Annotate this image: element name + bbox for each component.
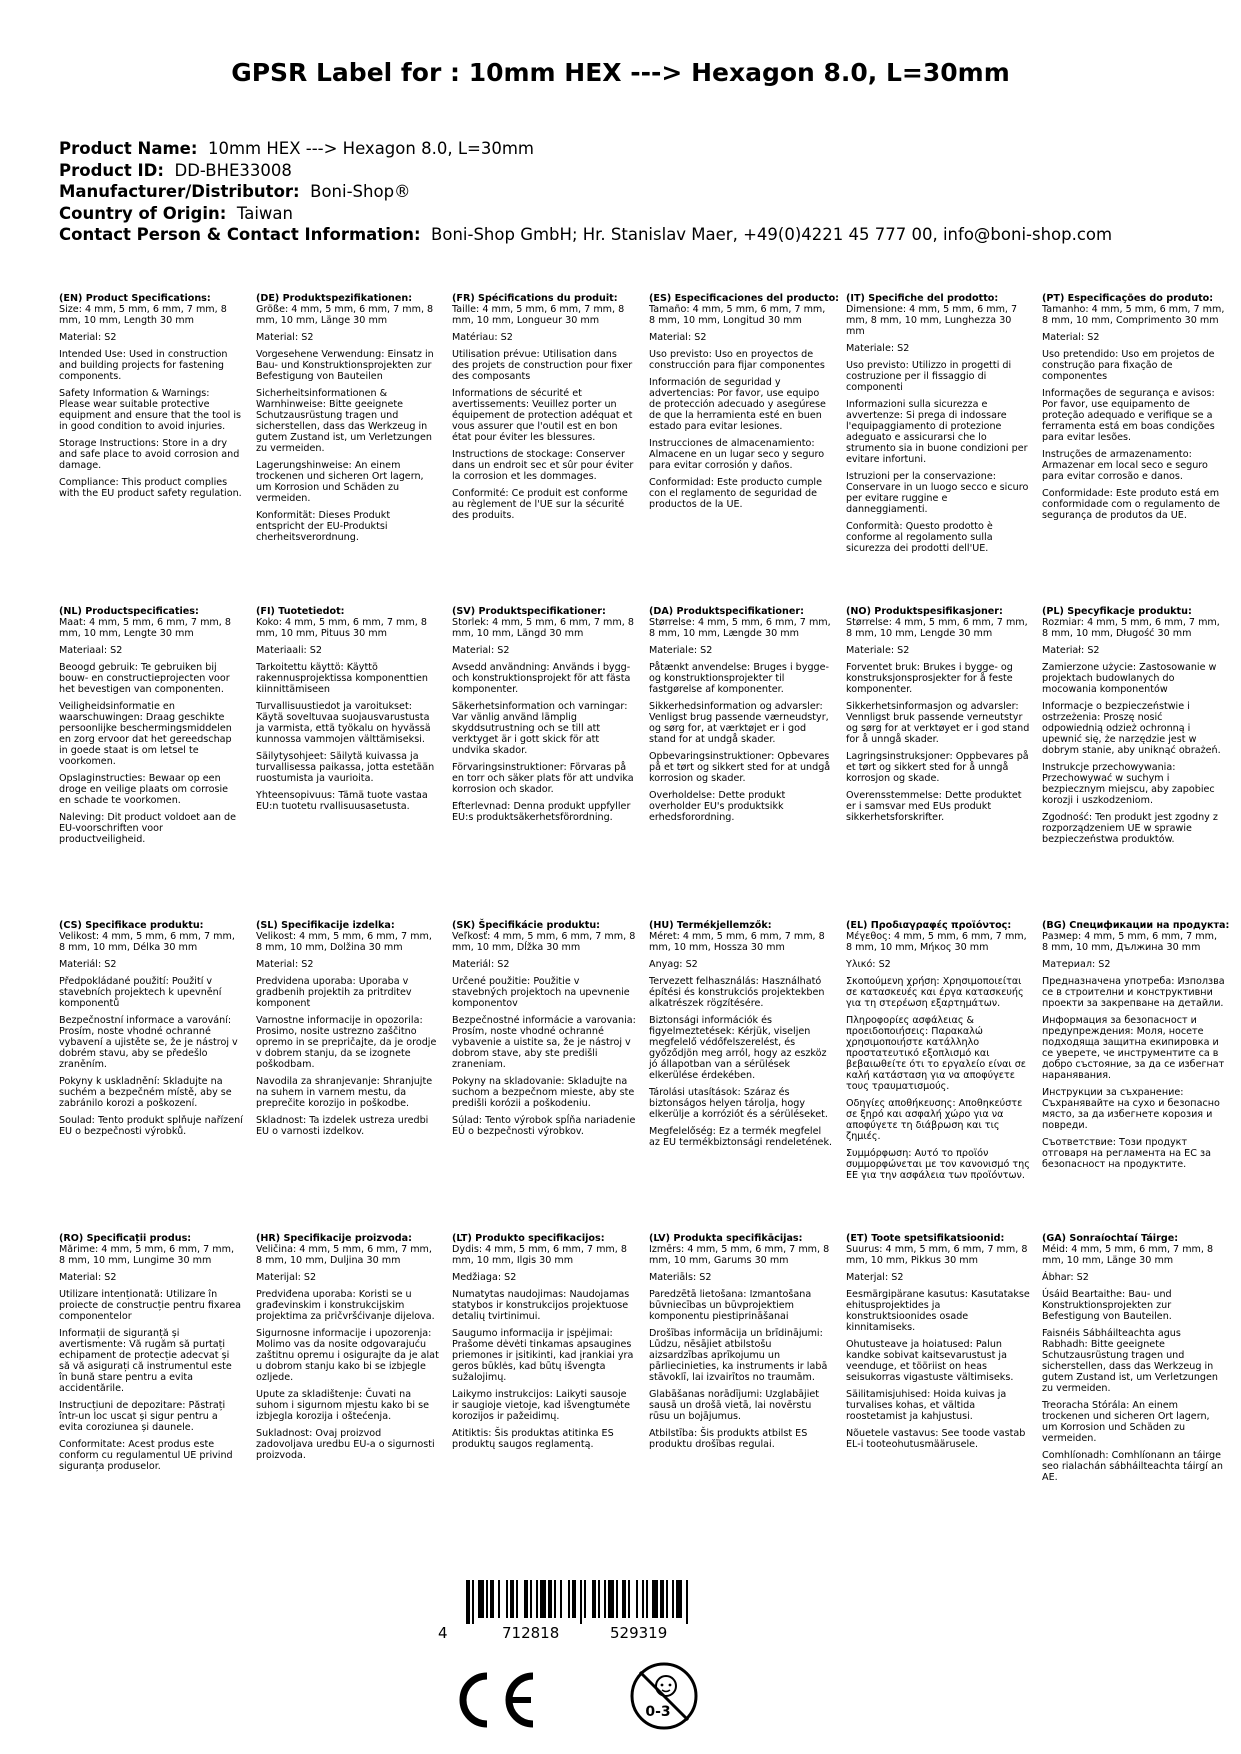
spec-block-title: (HR) Specifikacije proizvoda: — [256, 1233, 412, 1244]
spec-paragraph: Maat: 4 mm, 5 mm, 6 mm, 7 mm, 8 mm, 10 mm, Lengte 30 mm — [59, 617, 231, 639]
spec-block-title: (NL) Productspecificaties: — [59, 606, 199, 617]
spec-paragraph: Предназначена употреба: Използва се в строителни и конструктивни проекти за закрепване на детайли. — [1042, 976, 1225, 1009]
barcode-bar — [646, 1580, 648, 1618]
spec-paragraph: Vorgesehene Verwendung: Einsatz in Bau- und Konstruktionsprojekten zur Befestigung von Bauteilen — [256, 349, 434, 382]
spec-paragraph: Utilizare intenționată: Utilizare în proiecte de construcție pentru fixarea componentelor — [59, 1289, 241, 1322]
spec-paragraph: Bezpečnostné informácie a varovania: Prosím, noste vhodné ochranné vybavenie a uistite sa, že je nástroj v dobrom stave, aby ste predišli zraneniam. — [452, 1015, 636, 1070]
spec-paragraph: Dimensione: 4 mm, 5 mm, 6 mm, 7 mm, 8 mm, 10 mm, Lunghezza 30 mm — [846, 304, 1018, 337]
spec-block-title: (GA) Sonraíochtaí Táirge: — [1042, 1233, 1179, 1244]
spec-paragraph: Información de seguridad y advertencias: Por favor, use equipo de protección adecuado y asegúrese de que la herramienta esté en buen estado para evitar lesiones. — [649, 377, 826, 432]
spec-paragraph: Navodila za shranjevanje: Shranjujte na suhem in varnem mestu, da preprečite korozijo in poškodbe. — [256, 1076, 433, 1109]
barcode-bar — [676, 1580, 682, 1618]
spec-paragraph: Beoogd gebruik: Te gebruiken bij bouw- en constructieprojecten voor het bevestigen van componenten. — [59, 662, 230, 695]
spec-paragraph: Velikost: 4 mm, 5 mm, 6 mm, 7 mm, 8 mm, 10 mm, Dolžina 30 mm — [256, 931, 432, 953]
spec-block-title: (ET) Toote spetsifikatsioonid: — [846, 1233, 1005, 1244]
spec-paragraph: Material: S2 — [59, 332, 117, 343]
spec-paragraph: Size: 4 mm, 5 mm, 6 mm, 7 mm, 8 mm, 10 mm, Length 30 mm — [59, 304, 227, 326]
spec-paragraph: Conformidade: Este produto está em conformidade com o regulamento de segurança de produtos da UE. — [1042, 488, 1221, 521]
spec-paragraph: Izmērs: 4 mm, 5 mm, 6 mm, 7 mm, 8 mm, 10 mm, Garums 30 mm — [649, 1244, 830, 1266]
spec-paragraph: Rozmiar: 4 mm, 5 mm, 6 mm, 7 mm, 8 mm, 10 mm, Długość 30 mm — [1042, 617, 1220, 639]
spec-paragraph: Conformità: Questo prodotto è conforme al regolamento sulla sicurezza dei prodotti dell'UE. — [846, 521, 993, 554]
spec-paragraph: Utilisation prévue: Utilisation dans des projets de construction pour fixer des composants — [452, 349, 633, 382]
spec-paragraph: Material: S2 — [1042, 332, 1100, 343]
spec-paragraph: Tamaño: 4 mm, 5 mm, 6 mm, 7 mm, 8 mm, 10 mm, Longitud 30 mm — [649, 304, 826, 326]
spec-block-title: (SK) Špecifikácie produktu: — [452, 920, 601, 931]
spec-block-title: (DA) Produktspecifikationer: — [649, 606, 804, 617]
spec-paragraph: Tamanho: 4 mm, 5 mm, 6 mm, 7 mm, 8 mm, 10 mm, Comprimento 30 mm — [1042, 304, 1225, 326]
spec-paragraph: Materiaali: S2 — [256, 645, 322, 656]
spec-paragraph: Conformité: Ce produit est conforme au règlement de l'UE sur la sécurité des produits. — [452, 488, 628, 521]
barcode-bar — [524, 1580, 528, 1618]
spec-paragraph: Uso previsto: Uso en proyectos de construcción para fijar componentes — [649, 349, 825, 371]
spec-block — [256, 606, 440, 818]
spec-paragraph: Material: S2 — [256, 959, 314, 970]
barcode-bar — [540, 1580, 546, 1618]
spec-block — [649, 606, 833, 829]
ce-mark-icon — [451, 1668, 539, 1732]
barcode-bar — [510, 1580, 514, 1618]
spec-paragraph: Sikkerhetsinformasjon og advarsler: Vennligst bruk passende verneutstyr og sørg for at verktøyet er i god stand for å unngå skader. — [846, 701, 1030, 745]
spec-paragraph: Instrucciones de almacenamiento: Almacene en un lugar seco y seguro para evitar corrosión y daños. — [649, 438, 825, 471]
spec-block-title: (PT) Especificações do produto: — [1042, 293, 1214, 304]
spec-block-title: (PL) Specyfikacje produktu: — [1042, 606, 1192, 617]
age-label: 0-3 — [645, 1704, 671, 1720]
spec-paragraph: Varnostne informacije in opozorila: Prosimo, nosite ustrezno zaščitno opremo in se prepričajte, da je orodje v dobrem stanju, da se izognete poškodbam. — [256, 1015, 437, 1070]
spec-paragraph: Uso previsto: Utilizzo in progetti di costruzione per il fissaggio di componenti — [846, 360, 1012, 393]
product-name-row: Product Name: 10mm HEX ---> Hexagon 8.0, L=30mm — [59, 139, 534, 158]
spec-paragraph: Mărime: 4 mm, 5 mm, 6 mm, 7 mm, 8 mm, 10 mm, Lungime 30 mm — [59, 1244, 235, 1266]
barcode-bar — [592, 1580, 596, 1618]
spec-paragraph: Předpokládané použití: Použití v stavebních projektech k upevnění komponentů — [59, 976, 222, 1009]
spec-paragraph: Material: S2 — [59, 1272, 117, 1283]
spec-paragraph: Nõuetele vastavus: See toode vastab EL-i tooteohutusmäärusele. — [846, 1428, 1026, 1450]
spec-paragraph: Размер: 4 mm, 5 mm, 6 mm, 7 mm, 8 mm, 10 mm, Дължина 30 mm — [1042, 931, 1218, 953]
spec-block — [846, 1233, 1030, 1456]
barcode-digit-1: 4 — [438, 1624, 448, 1642]
spec-paragraph: Σκοπούμενη χρήση: Χρησιμοποιείται σε κατασκευές και έργα κατασκευής για τη στερέωση εξαρτημάτων. — [846, 976, 1024, 1009]
spec-paragraph: Материал: S2 — [1042, 959, 1111, 970]
product-id-row: Product ID: DD-BHE33008 — [59, 160, 292, 180]
age-warning-icon — [628, 1660, 700, 1732]
spec-paragraph: Lagringsinstruksjoner: Oppbevares på et tørt og sikkert sted for å unngå korrosjon og skade. — [846, 751, 1029, 784]
spec-paragraph: Suurus: 4 mm, 5 mm, 6 mm, 7 mm, 8 mm, 10 mm, Pikkus 30 mm — [846, 1244, 1028, 1266]
spec-paragraph: Compliance: This product complies with the EU product safety regulation. — [59, 477, 242, 499]
spec-paragraph: Matériau: S2 — [452, 332, 513, 343]
spec-paragraph: Οδηγίες αποθήκευσης: Αποθηκεύστε σε ξηρό και ασφαλή χώρο για να αποφύγετε τη διάβρωση και τις ζημιές. — [846, 1098, 1023, 1142]
spec-paragraph: Materiál: S2 — [452, 959, 510, 970]
barcode-bar — [660, 1580, 664, 1618]
barcode-bar — [636, 1580, 638, 1618]
spec-paragraph: Μέγεθος: 4 mm, 5 mm, 6 mm, 7 mm, 8 mm, 10 mm, Μήκος 30 mm — [846, 931, 1027, 953]
spec-block-title: (FI) Tuotetiedot: — [256, 606, 345, 617]
spec-paragraph: Predvidena uporaba: Uporaba v gradbenih projektih za pritrditev komponent — [256, 976, 412, 1009]
spec-paragraph: Materijal: S2 — [256, 1272, 317, 1283]
barcode-bar — [478, 1580, 484, 1618]
barcode-bar — [472, 1580, 474, 1624]
barcode-bar — [548, 1580, 552, 1618]
spec-block — [649, 920, 833, 1154]
spec-paragraph: Sigurnosne informacije i upozorenja: Molimo vas da nosite odgovarajuću zaštitnu opremu i osigurajte da je alat u dobrom stanju kako bi se izbjegle ozljede. — [256, 1328, 439, 1383]
spec-paragraph: Größe: 4 mm, 5 mm, 6 mm, 7 mm, 8 mm, 10 mm, Länge 30 mm — [256, 304, 434, 326]
spec-paragraph: Koko: 4 mm, 5 mm, 6 mm, 7 mm, 8 mm, 10 mm, Pituus 30 mm — [256, 617, 427, 639]
barcode-bar — [560, 1580, 562, 1618]
spec-block — [1042, 606, 1226, 851]
spec-paragraph: Drošības informācija un brīdinājumi: Lūdzu, nēsājiet atbilstošu aizsardzības aprīkojumu un pārliecinieties, ka instruments ir labā stāvoklī, lai izvairītos no traumām. — [649, 1328, 828, 1383]
spec-paragraph: Medžiaga: S2 — [452, 1272, 517, 1283]
barcode-bar — [568, 1580, 570, 1618]
barcode-digits-2: 712818 — [502, 1624, 560, 1642]
spec-paragraph: Numatytas naudojimas: Naudojamas statybos ir konstrukcijos projektuose detalių tvirtinimui. — [452, 1289, 630, 1322]
spec-paragraph: Glabāšanas norādījumi: Uzglabājiet sausā un drošā vietā, lai novērstu rūsu un bojājumus. — [649, 1389, 820, 1422]
barcode-bar — [490, 1580, 494, 1618]
barcode-bar — [686, 1580, 688, 1624]
spec-paragraph: Material: S2 — [452, 645, 510, 656]
barcode-bar — [554, 1580, 556, 1618]
spec-paragraph: Conformidad: Este producto cumple con el reglamento de seguridad de productos de la UE. — [649, 477, 822, 510]
spec-paragraph: Ohutusteave ja hoiatused: Palun kandke sobivat kaitsevarustust ja veenduge, et tööriist on heas seisukorras vigastuste vältimiseks. — [846, 1339, 1014, 1383]
spec-paragraph: Instruções de armazenamento: Armazenar em local seco e seguro para evitar corrosão e danos. — [1042, 449, 1208, 482]
spec-paragraph: Biztonsági információk és figyelmeztetések: Kérjük, viseljen megfelelő védőfelszerelést, és győződjön meg arról, hogy az eszköz jó állapotban van a sérülések elkerülése érdekében. — [649, 1015, 827, 1081]
barcode-bar — [652, 1580, 658, 1618]
spec-block — [256, 1233, 440, 1467]
spec-paragraph: Informações de segurança e avisos: Por favor, use equipamento de proteção adequado e verifique se a ferramenta está em boas condições para evitar lesões. — [1042, 388, 1215, 443]
spec-paragraph: Soulad: Tento produkt splňuje nařízení EU o bezpečnosti výrobků. — [59, 1115, 243, 1137]
spec-block-title: (EN) Product Specifications: — [59, 293, 211, 304]
spec-paragraph: Úsáid Beartaithe: Bau- und Konstruktionsprojekten zur Befestigung von Bauteilen. — [1042, 1289, 1172, 1322]
spec-block — [256, 920, 440, 1143]
spec-paragraph: Bezpečnostní informace a varování: Prosím, noste vhodné ochranné vybavení a ujistěte se, že je nástroj v dobrém stavu, aby se předešlo zraněním. — [59, 1015, 238, 1070]
spec-paragraph: Säilitamisjuhised: Hoida kuivas ja turvalises kohas, et vältida roostetamist ja kahjustusi. — [846, 1389, 1007, 1422]
spec-block-title: (HU) Termékjellemzők: — [649, 920, 772, 931]
barcode-bar — [536, 1580, 538, 1618]
barcode-bar — [672, 1580, 674, 1618]
spec-paragraph: Treoracha Stórála: An einem trockenen und sicheren Ort lagern, um Korrosion und Schäden zu vermeiden. — [1042, 1400, 1210, 1444]
spec-paragraph: Turvallisuustiedot ja varoitukset: Käytä soveltuvaa suojausvarustusta ja varmista, että työkalu on hyvässä kunnossa vammojen välttämiseksi. — [256, 701, 431, 745]
barcode-bar — [608, 1580, 614, 1618]
spec-paragraph: Conformitate: Acest produs este conform cu regulamentul UE privind siguranța produselor. — [59, 1439, 233, 1472]
spec-block — [452, 920, 636, 1143]
spec-paragraph: Forventet bruk: Brukes i bygge- og konstruksjonsprosjekter for å feste komponenter. — [846, 662, 1013, 695]
barcode-bar — [572, 1580, 576, 1618]
barcode-bar — [616, 1580, 618, 1618]
spec-paragraph: Efterlevnad: Denna produkt uppfyller EU:s produktsäkerhetsförordning. — [452, 801, 631, 823]
barcode — [466, 1580, 766, 1624]
spec-paragraph: Veličina: 4 mm, 5 mm, 6 mm, 7 mm, 8 mm, 10 mm, Duljina 30 mm — [256, 1244, 432, 1266]
spec-block — [1042, 920, 1230, 1176]
spec-paragraph: Súlad: Tento výrobok spĺňa nariadenie EÚ o bezpečnosti výrobkov. — [452, 1115, 636, 1137]
spec-block — [846, 920, 1030, 1187]
spec-paragraph: Megfelelőség: Ez a termék megfelel az EU termékbiztonsági rendeletének. — [649, 1126, 833, 1148]
spec-block-title: (SL) Specifikacije izdelka: — [256, 920, 395, 931]
spec-paragraph: Informații de siguranță și avertismente: Vă rugăm să purtați echipament de protecție adecvat și să vă asigurați că instrumentul este în bună stare pentru a evita accidentările. — [59, 1328, 232, 1394]
spec-block — [452, 293, 636, 527]
spec-paragraph: Υλικό: S2 — [846, 959, 891, 970]
spec-paragraph: Materiāls: S2 — [649, 1272, 712, 1283]
spec-paragraph: Veiligheidsinformatie en waarschuwingen: Draag geschikte persoonlijke beschermingsmiddelen en zorg ervoor dat het gereedschap in goede staat is om letsel te voorkomen. — [59, 701, 232, 767]
spec-paragraph: Comhlíonadh: Comhlíonann an táirge seo rialachán sábháilteachta táirgí an AE. — [1042, 1450, 1223, 1483]
spec-block — [649, 1233, 833, 1456]
spec-paragraph: Anyag: S2 — [649, 959, 698, 970]
spec-paragraph: Lagerungshinweise: An einem trockenen und sicheren Ort lagern, um Korrosion und Schäden zu vermeiden. — [256, 460, 424, 504]
spec-block-title: (LV) Produkta specifikācijas: — [649, 1233, 803, 1244]
spec-block — [59, 606, 243, 851]
spec-block — [256, 293, 440, 549]
spec-paragraph: Istruzioni per la conservazione: Conservare in un luogo secco e sicuro per evitare ruggine e danneggiamenti. — [846, 471, 1029, 515]
spec-paragraph: Predviđena uporaba: Koristi se u građevinskim i konstrukcijskim projektima za pričvršćivanje dijelova. — [256, 1289, 435, 1322]
spec-paragraph: Sicherheitsinformationen & Warnhinweise: Bitte geeignete Schutzausrüstung tragen und sicherstellen, dass das Werkzeug in gutem Zustand ist, um Verletzungen zu vermeiden. — [256, 388, 433, 454]
contact-row: Contact Person & Contact Information: Boni-Shop GmbH; Hr. Stanislav Maer, +49(0)4221 45 777 00, info@boni-shop.com — [59, 225, 1113, 244]
spec-paragraph: Safety Information & Warnings: Please wear suitable protective equipment and ensure that the tool is in good condition to avoid injuries. — [59, 388, 242, 432]
spec-paragraph: Информация за безопасност и предупреждения: Моля, носете подходяща защитна екипировка и се уверете, че инструментите са в добро състояние, за да се избегнат наранявания. — [1042, 1015, 1225, 1081]
spec-paragraph: Instrukcje przechowywania: Przechowywać w suchym i bezpiecznym miejscu, aby zapobiec korozji i uszkodzeniom. — [1042, 762, 1215, 806]
spec-paragraph: Faisnéis Sábháilteachta agus Rabhadh: Bitte geeignete Schutzausrüstung tragen und sicherstellen, dass das Werkzeug in gutem Zustand ist, um Verletzungen zu vermeiden. — [1042, 1328, 1219, 1394]
spec-paragraph: Materiale: S2 — [846, 645, 910, 656]
manufacturer-row: Manufacturer/Distributor: Boni-Shop® — [59, 182, 411, 201]
spec-paragraph: Ábhar: S2 — [1042, 1272, 1089, 1283]
spec-paragraph: Informacje o bezpieczeństwie i ostrzeżenia: Proszę nosić odpowiednią odzież ochronną i upewnić się, że narzędzie jest w dobrym stanie, aby uniknąć obrażeń. — [1042, 701, 1221, 756]
spec-paragraph: Sikkerhedsinformation og advarsler: Venligst brug passende værneudstyr, og sørg for, at værktøjet er i god stand for at undgå skader. — [649, 701, 829, 745]
spec-paragraph: Pokyny na skladovanie: Skladujte na suchom a bezpečnom mieste, aby ste predišli korózii a poškodeniu. — [452, 1076, 635, 1109]
origin-row: Country of Origin: Taiwan — [59, 203, 293, 223]
spec-paragraph: Zamierzone użycie: Zastosowanie w projektach budowlanych do mocowania komponentów — [1042, 662, 1217, 695]
spec-paragraph: Atbilstība: Šis produkts atbilst ES produktu drošības regulai. — [649, 1428, 808, 1450]
spec-paragraph: Zgodność: Ten produkt jest zgodny z rozporządzeniem UE w sprawie bezpieczeństwa produktów. — [1042, 812, 1218, 845]
spec-paragraph: Instructions de stockage: Conserver dans un endroit sec et sûr pour éviter la corrosion et les dommages. — [452, 449, 634, 482]
spec-paragraph: Méret: 4 mm, 5 mm, 6 mm, 7 mm, 8 mm, 10 mm, Hossza 30 mm — [649, 931, 825, 953]
spec-block — [59, 920, 243, 1143]
product-info — [59, 138, 1112, 246]
spec-paragraph: Størrelse: 4 mm, 5 mm, 6 mm, 7 mm, 8 mm, 10 mm, Lengde 30 mm — [846, 617, 1028, 639]
spec-block-title: (BG) Спецификации на продукта: — [1042, 920, 1230, 931]
spec-paragraph: Veľkosť: 4 mm, 5 mm, 6 mm, 7 mm, 8 mm, 10 mm, Dĺžka 30 mm — [452, 931, 636, 953]
spec-block — [1042, 1233, 1226, 1489]
spec-paragraph: Storlek: 4 mm, 5 mm, 6 mm, 7 mm, 8 mm, 10 mm, Längd 30 mm — [452, 617, 634, 639]
spec-block-title: (FR) Spécifications du produit: — [452, 293, 618, 304]
spec-paragraph: Инструкции за съхранение: Съхранявайте на сухо и безопасно място, за да избегнете корозия и повреди. — [1042, 1087, 1220, 1131]
spec-block — [452, 1233, 636, 1456]
barcode-bar — [466, 1580, 470, 1624]
spec-paragraph: Tervezett felhasználás: Használható építési és konstrukciós projektekben alkatrészek rögzítésére. — [649, 976, 825, 1009]
spec-paragraph: Naleving: Dit product voldoet aan de EU-voorschriften voor productveiligheid. — [59, 812, 236, 845]
spec-paragraph: Tarkoitettu käyttö: Käyttö rakennusprojektissa komponenttien kiinnittämiseen — [256, 662, 428, 695]
spec-paragraph: Størrelse: 4 mm, 5 mm, 6 mm, 7 mm, 8 mm, 10 mm, Længde 30 mm — [649, 617, 831, 639]
spec-paragraph: Pokyny k uskladnění: Skladujte na suchém a bezpečném místě, aby se zabránilo korozi a poškození. — [59, 1076, 232, 1109]
barcode-bar — [622, 1580, 626, 1618]
spec-paragraph: Skladnost: Ta izdelek ustreza uredbi EU o varnosti izdelkov. — [256, 1115, 429, 1137]
barcode-bar — [604, 1580, 606, 1618]
barcode-bar — [584, 1580, 586, 1618]
spec-block-title: (ES) Especificaciones del producto: — [649, 293, 840, 304]
barcode-bar — [580, 1580, 582, 1624]
spec-block-title: (SV) Produktspecifikationer: — [452, 606, 606, 617]
spec-block-title: (RO) Specificații produs: — [59, 1233, 192, 1244]
spec-paragraph: Materiale: S2 — [649, 645, 713, 656]
spec-paragraph: Atitiktis: Šis produktas atitinka ES produktų saugos reglamentą. — [452, 1428, 614, 1450]
spec-paragraph: Material: S2 — [256, 332, 314, 343]
barcode-bar — [530, 1580, 532, 1618]
spec-paragraph: Materiał: S2 — [1042, 645, 1100, 656]
spec-paragraph: Säilytysohjeet: Säilytä kuivassa ja turvallisessa paikassa, jotta estetään ruostumista ja vaurioita. — [256, 751, 435, 784]
spec-block-title: (CS) Specifikace produktu: — [59, 920, 204, 931]
page-title: GPSR Label for : 10mm HEX ---> Hexagon 8.0, L=30mm — [231, 58, 1010, 87]
spec-block-title: (LT) Produkto specifikacijos: — [452, 1233, 605, 1244]
spec-paragraph: Intended Use: Used in construction and building projects for fastening components. — [59, 349, 228, 382]
spec-paragraph: Konformität: Dieses Produkt entspricht der EU-Produktsi cherheitsverordnung. — [256, 510, 391, 543]
spec-paragraph: Eesmärgipärane kasutus: Kasutatakse ehitusprojektides ja konstruktsioonides osade kinnitamiseks. — [846, 1289, 1030, 1333]
spec-paragraph: Materiaal: S2 — [59, 645, 123, 656]
spec-paragraph: Laikymo instrukcijos: Laikyti sausoje ir saugioje vietoje, kad išvengtumėte korozijos ir pažeidimų. — [452, 1389, 630, 1422]
spec-paragraph: Materiál: S2 — [59, 959, 117, 970]
spec-paragraph: Paredzētā lietošana: Izmantošana būvniecības un būvprojektiem komponentu piestiprināšanai — [649, 1289, 812, 1322]
spec-paragraph: Avsedd användning: Används i bygg- och konstruktionsprojekt för att fästa komponenter. — [452, 662, 631, 695]
spec-paragraph: Overholdelse: Dette produkt overholder EU's produktsikk erhedsforordning. — [649, 790, 786, 823]
barcode-bar — [516, 1580, 518, 1618]
spec-paragraph: Opbevaringsinstruktioner: Opbevares på et tørt og sikkert sted for at undgå korrosion og skader. — [649, 751, 831, 784]
spec-paragraph: Tárolási utasítások: Száraz és biztonságos helyen tárolja, hogy elkerülje a korróziót és a sérüléseket. — [649, 1087, 828, 1120]
spec-paragraph: Materjal: S2 — [846, 1272, 904, 1283]
spec-paragraph: Opslaginstructies: Bewaar op een droge en veilige plaats om corrosie en schade te voorkomen. — [59, 773, 229, 806]
barcode-bar — [598, 1580, 600, 1618]
spec-paragraph: Informations de sécurité et avertissements: Veuillez porter un équipement de protection adéquat et vous assurer que l'outil est en bon état pour éviter les blessures. — [452, 388, 633, 443]
spec-paragraph: Určené použitie: Použitie v stavebných projektoch na upevnenie komponentov — [452, 976, 630, 1009]
barcode-bar — [642, 1580, 644, 1618]
spec-paragraph: Säkerhetsinformation och varningar: Var vänlig använd lämplig skyddsutrustning och se till att verktyget är i gott skick för att undvika skador. — [452, 701, 628, 756]
barcode-bar — [628, 1580, 630, 1618]
spec-paragraph: Méid: 4 mm, 5 mm, 6 mm, 7 mm, 8 mm, 10 mm, Länge 30 mm — [1042, 1244, 1214, 1266]
spec-paragraph: Material: S2 — [649, 332, 707, 343]
spec-block — [452, 606, 636, 829]
spec-paragraph: Uso pretendido: Uso em projetos de construção para fixação de componentes — [1042, 349, 1215, 382]
spec-paragraph: Instrucțiuni de depozitare: Păstrați într-un loc uscat și sigur pentru a evita coroziunea și daunele. — [59, 1400, 226, 1433]
spec-block — [649, 293, 840, 516]
spec-paragraph: Storage Instructions: Store in a dry and safe place to avoid corrosion and damage. — [59, 438, 240, 471]
spec-paragraph: Velikost: 4 mm, 5 mm, 6 mm, 7 mm, 8 mm, 10 mm, Délka 30 mm — [59, 931, 235, 953]
barcode-bar — [666, 1580, 668, 1618]
spec-paragraph: Dydis: 4 mm, 5 mm, 6 mm, 7 mm, 8 mm, 10 mm, Ilgis 30 mm — [452, 1244, 627, 1266]
spec-paragraph: Overensstemmelse: Dette produktet er i samsvar med EUs produkt sikkerhetsforskrifter. — [846, 790, 1022, 823]
spec-paragraph: Συμμόρφωση: Αυτό το προϊόν συμμορφώνεται με τον κανονισμό της ΕΕ για την ασφάλεια των προϊόντων. — [846, 1148, 1030, 1181]
spec-paragraph: Sukladnost: Ovaj proizvod zadovoljava uredbu EU-a o sigurnosti proizvoda. — [256, 1428, 435, 1461]
spec-block-title: (IT) Specifiche del prodotto: — [846, 293, 999, 304]
barcode-bar — [486, 1580, 488, 1618]
spec-block — [846, 293, 1030, 560]
spec-paragraph: Förvaringsinstruktioner: Förvaras på en torr och säker plats för att undvika korrosion och skador. — [452, 762, 634, 795]
spec-paragraph: Πληροφορίες ασφάλειας & προειδοποιήσεις: Παρακαλώ χρησιμοποιήστε κατάλληλο προστατευτικό εξοπλισμό και βεβαιωθείτε ότι το εργαλείο είναι σε καλή κατάσταση για να αποφύγετε τους τραυματισμούς. — [846, 1015, 1026, 1092]
spec-block-title: (EL) Προδιαγραφές προϊόντος: — [846, 920, 1012, 931]
spec-paragraph: Informazioni sulla sicurezza e avvertenze: Si prega di indossare l'equipaggiamento di protezione adeguato e assicurarsi che lo strumento sia in buone condizioni per evitare infortuni. — [846, 399, 1028, 465]
spec-paragraph: Saugumo informacija ir įspėjimai: Prašome dėvėti tinkamas apsaugines priemones ir įsitikinti, kad įrankiai yra geros būklės, kad būtų išvengta sužalojimų. — [452, 1328, 634, 1383]
spec-paragraph: Materiale: S2 — [846, 343, 910, 354]
spec-block — [846, 606, 1030, 829]
spec-paragraph: Taille: 4 mm, 5 mm, 6 mm, 7 mm, 8 mm, 10 mm, Longueur 30 mm — [452, 304, 625, 326]
spec-block-title: (DE) Produktspezifikationen: — [256, 293, 413, 304]
barcode-bar — [498, 1580, 500, 1618]
spec-block-title: (NO) Produktspesifikasjoner: — [846, 606, 1003, 617]
spec-paragraph: Upute za skladištenje: Čuvati na suhom i sigurnom mjestu kako bi se izbjegla korozija i oštećenja. — [256, 1389, 430, 1422]
spec-paragraph: Påtænkt anvendelse: Bruges i bygge- og konstruktionsprojekter til fastgørelse af komponenter. — [649, 662, 829, 695]
spec-paragraph: Съответствие: Този продукт отговаря на регламента на ЕС за безопасност на продуктите. — [1042, 1137, 1211, 1170]
spec-paragraph: Yhteensopivuus: Tämä tuote vastaa EU:n tuotetu rvallisuusasetusta. — [256, 790, 428, 812]
spec-block — [59, 293, 243, 505]
spec-block — [59, 1233, 243, 1478]
spec-block — [1042, 293, 1226, 527]
barcode-digits-3: 529319 — [610, 1624, 668, 1642]
barcode-bar — [506, 1580, 508, 1618]
